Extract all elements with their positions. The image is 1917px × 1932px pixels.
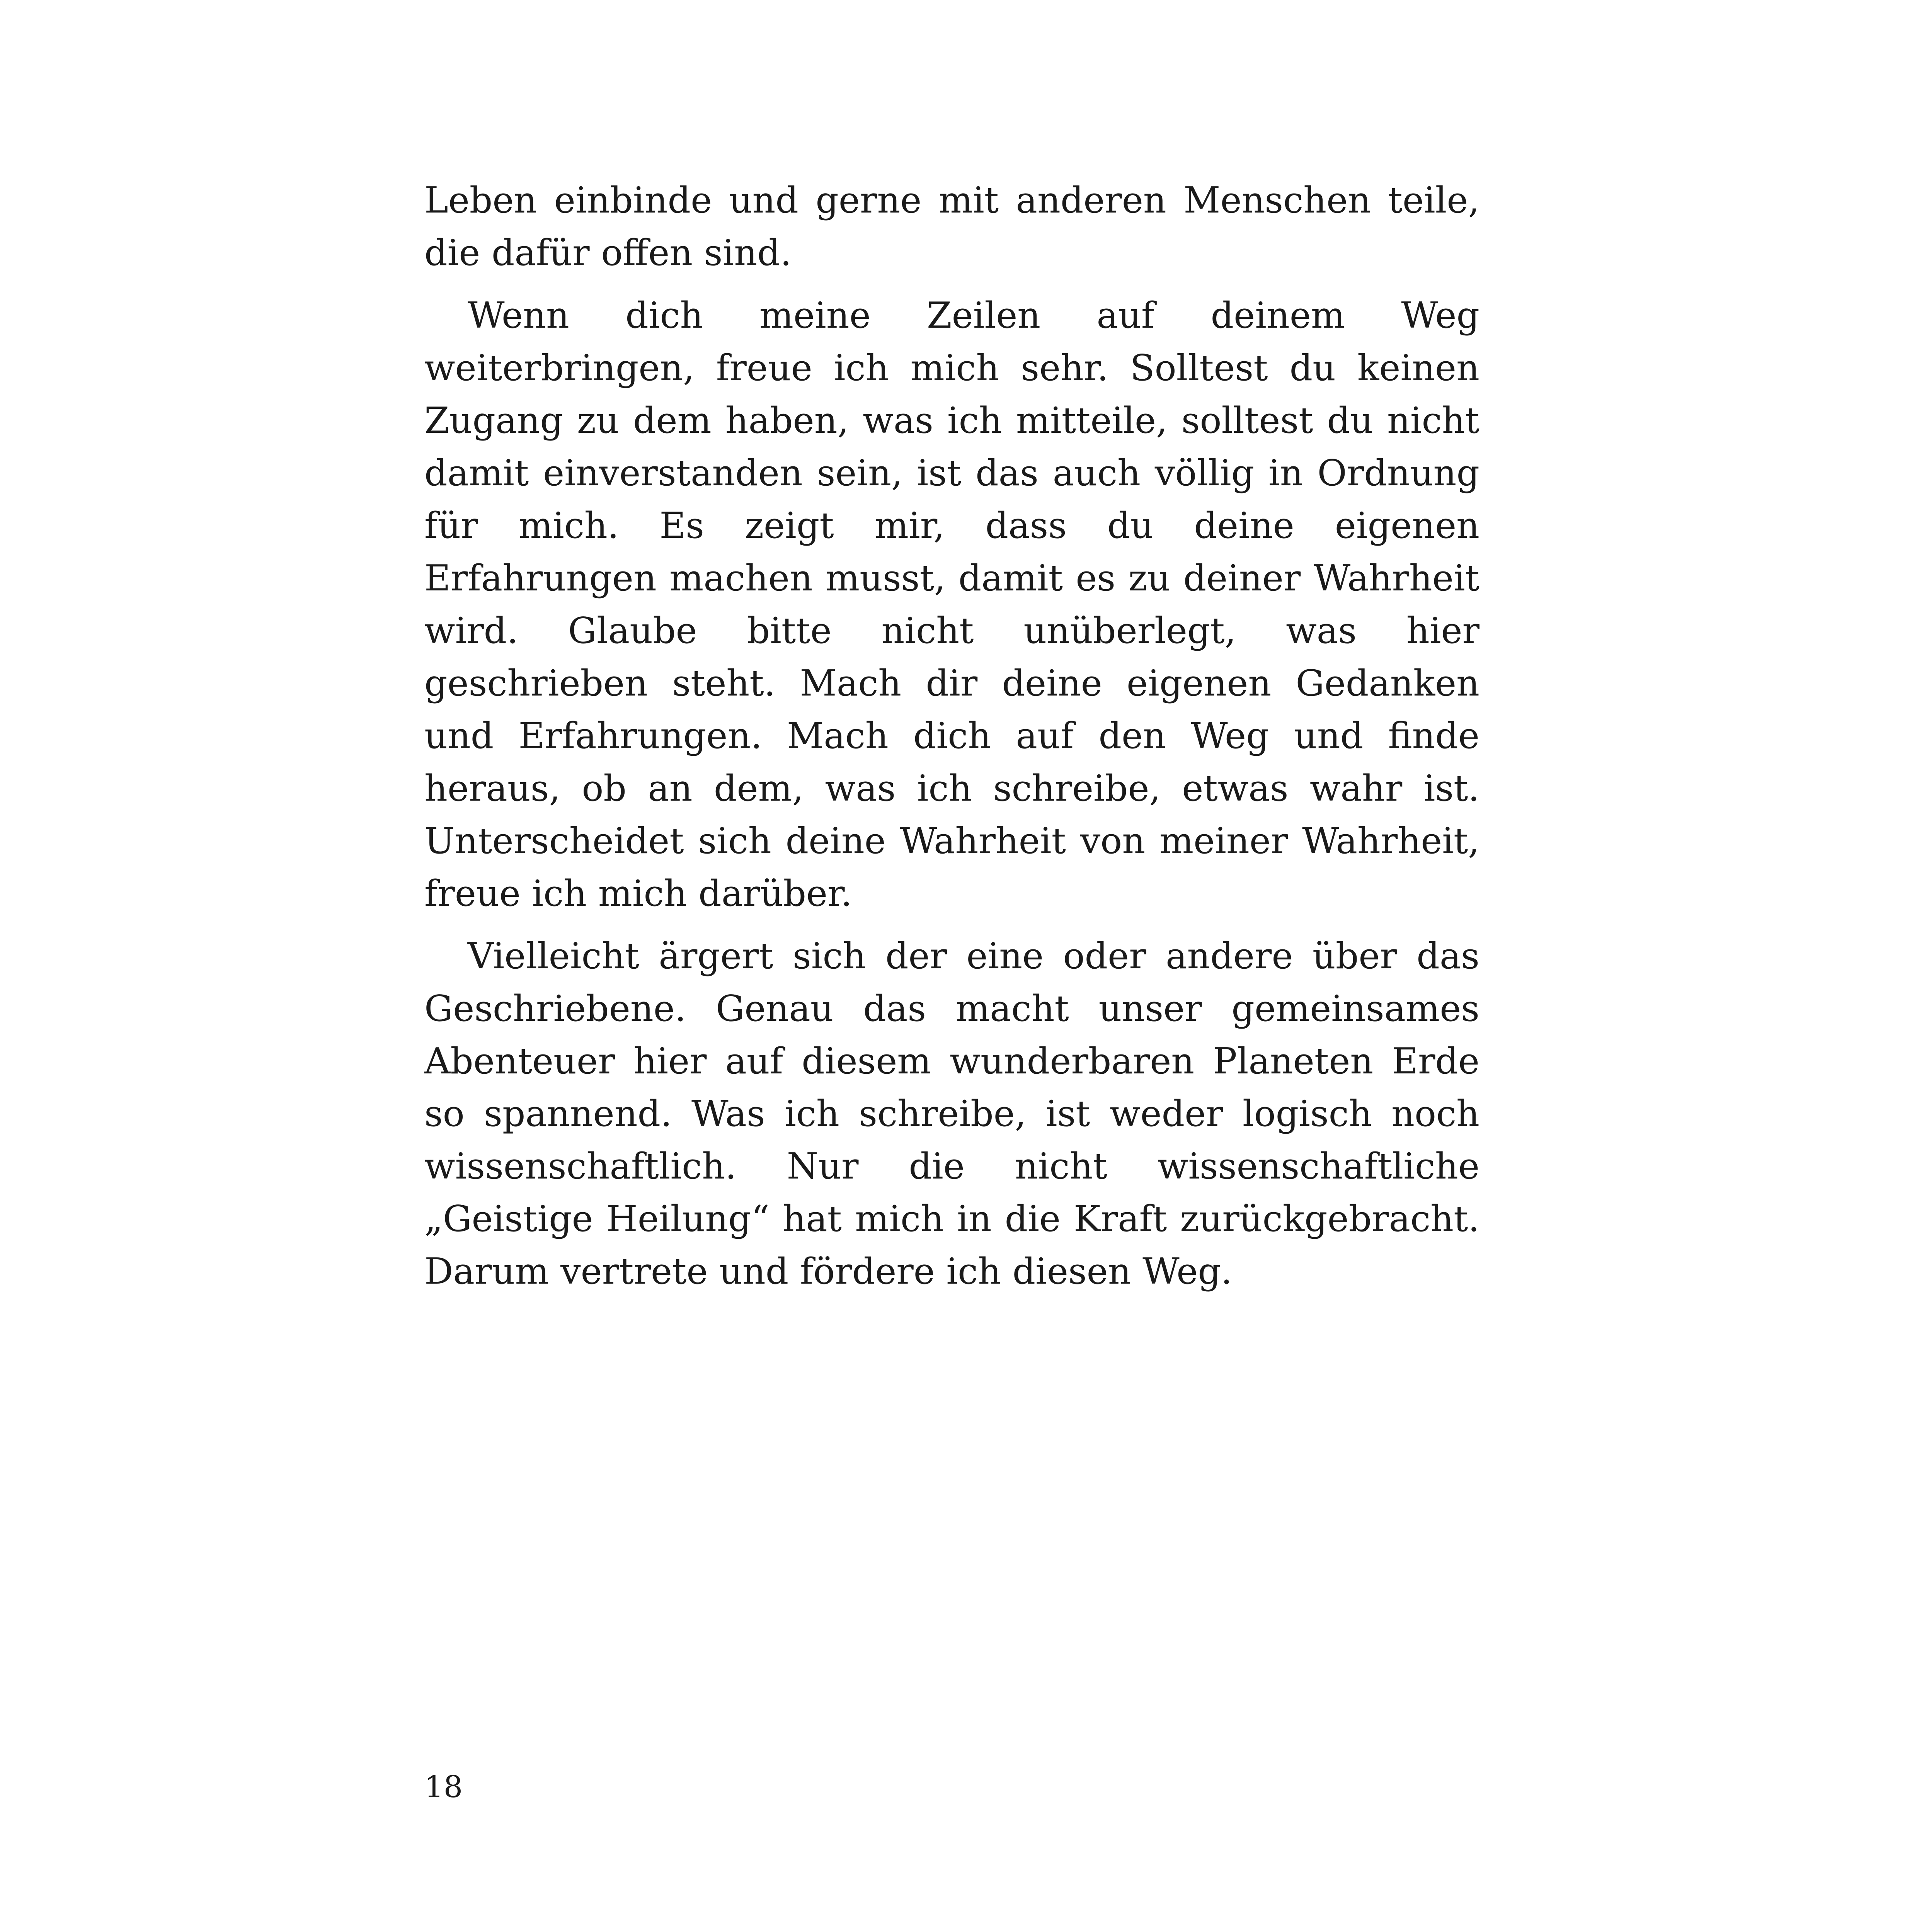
paragraph: Wenn dich meine Zeilen auf deinem Weg weiterbringen, freue ich mich sehr. Solltest du keinen Zugang zu dem haben, was ich mitteile, solltest du nicht damit einverstanden sein, ist das auch völlig in Ordnung für mich. Es zeigt mir, dass du deine eigenen Erfahrungen machen musst, damit es zu deiner Wahrheit wird. Glaube bitte nicht unüberlegt, was hier geschrieben steht. Mach dir deine eigenen Gedanken und Erfahrungen. Mach dich auf den Weg und finde heraus, ob an dem, was ich schreibe, etwas wahr ist. Unterscheidet sich deine Wahrheit von meiner Wahrheit, freue ich mich darüber. [424, 294, 1479, 914]
page-number: 18 [424, 1770, 463, 1804]
body-text [424, 174, 1479, 1298]
paragraph: Vielleicht ärgert sich der eine oder andere über das Geschriebene. Genau das macht unser gemeinsames Abenteuer hier auf diesem wunderbaren Planeten Erde so spannend. Was ich schreibe, ist weder logisch noch wissenschaftlich. Nur die nicht wissenschaftliche „Geistige Heilung“ hat mich in die Kraft zurückgebracht. Darum vertrete und fördere ich diesen Weg. [424, 935, 1479, 1292]
paragraph-continuation: Leben einbinde und gerne mit anderen Menschen teile, die dafür offen sind. [424, 179, 1479, 274]
